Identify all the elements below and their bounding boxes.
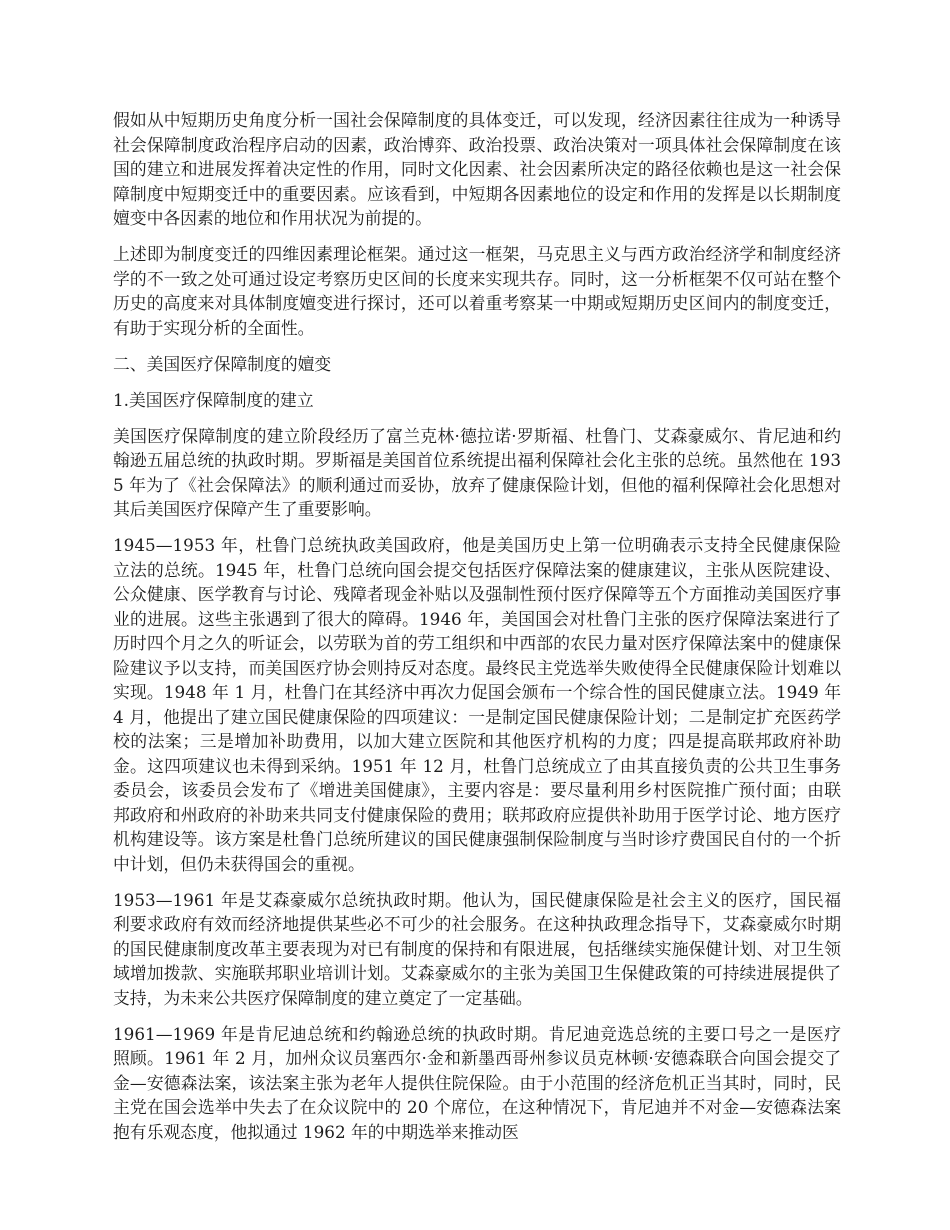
paragraph-kennedy-johnson-era: 1961—1969 年是肯尼迪总统和约翰逊总统的执政时期。肯尼迪竞选总统的主要口号之一是医疗照顾。1961 年 2 月，加州众议员塞西尔·金和新墨西哥州参议员克林顿·安德森联合向国会提交了金—安德森法案，该法案主张为老年人提供住院保险。由于小范围的经济危机正当其时，同时，民主党在国会选举中失去了在众议院中的 20 个席位，在这种情况下，肯尼迪并不对金—安德森法案抱有乐观态度，他拟通过 1962 年的中期选举来推动医: [113, 1023, 841, 1142]
section-heading: 二、美国医疗保障制度的嬗变: [113, 353, 332, 374]
paragraph-medium-term-analysis: 假如从中短期历史角度分析一国社会保障制度的具体变迁，可以发现，经济因素往往成为一种诱导社会保障制度政治程序启动的因素，政治博弈、政治投票、政治决策对一项具体社会保障制度在该国的建立和进展发挥着决定性的作用，同时文化因素、社会因素所决定的路径依赖也是这一社会保障制度中短期变迁中的重要因素。应该看到，中短期各因素地位的设定和作用的发挥是以长期制度嬗变中各因素的地位和作用状况为前提的。: [113, 110, 841, 228]
paragraph-truman-era: 1945—1953 年，杜鲁门总统执政美国政府，他是美国历史上第一位明确表示支持全民健康保险立法的总统。1945 年，杜鲁门总统向国会提交包括医疗保障法案的健康建议，主张从医院建设、公众健康、医学教育与讨论、残障者现金补贴以及强制性预付医疗保障等五个方面推动美国医疗事业的进展。这些主张遇到了很大的障碍。1946 年，美国国会对杜鲁门主张的医疗保障法案进行了历时四个月之久的听证会，以劳联为首的劳工组织和中西部的农民力量对医疗保障法案中的健康保险建议予以支持，而美国医疗协会则持反对态度。最终民主党选举失败使得全民健康保险计划难以实现。1948 年 1 月，杜鲁门在其经济中再次力促国会颁布一个综合性的国民健康立法。1949 年 4 月，他提出了建立国民健康保险的四项建议：一是制定国民健康保险计划；二是制定扩充医药学校的法案；三是增加补助费用，以加大建立医院和其他医疗机构的力度；四是提高联邦政府补助金。这四项建议也未得到采纳。1951 年 12 月，杜鲁门总统成立了由其直接负责的公共卫生事务委员会，该委员会发布了《增进美国健康》，主要内容是：要尽量利用乡村医院推广预付面；由联邦政府和州政府的补助来共同支付健康保险的费用；联邦政府应提供补助用于医学讨论、地方医疗机构建设等。该方案是杜鲁门总统所建议的国民健康强制保险制度与当时诊疗费国民自付的一个折中计划，但仍未获得国会的重视。: [113, 535, 841, 874]
subsection-heading: 1.美国医疗保障制度的建立: [113, 389, 314, 410]
paragraph-eisenhower-era: 1953—1961 年是艾森豪威尔总统执政时期。他认为，国民健康保险是社会主义的医疗，国民福利要求政府有效而经济地提供某些必不可少的社会服务。在这种执政理念指导下，艾森豪威尔时期的国民健康制度改革主要表现为对已有制度的保持和有限进展，包括继续实施保健计划、对卫生领域增加拨款、实施联邦职业培训计划。艾森豪威尔的主张为美国卫生保健政策的可持续进展提供了支持，为未来公共医疗保障制度的建立奠定了一定基础。: [113, 889, 841, 1008]
document-body: [113, 108, 841, 1156]
paragraph-establishment-overview: 美国医疗保障制度的建立阶段经历了富兰克林·德拉诺·罗斯福、杜鲁门、艾森豪威尔、肯尼迪和约翰逊五届总统的执政时期。罗斯福是美国首位系统提出福利保障社会化主张的总统。虽然他在 1935 年为了《社会保障法》的顺利通过而妥协，放弃了健康保险计划，但他的福利保障社会化思想对其后美国医疗保障产生了重要影响。: [113, 425, 841, 519]
paragraph-four-dimension-framework: 上述即为制度变迁的四维因素理论框架。通过这一框架，马克思主义与西方政治经济学和制度经济学的不一致之处可通过设定考察历史区间的长度来实现共存。同时，这一分析框架不仅可站在整个历史的高度来对具体制度嬗变进行探讨，还可以着重考察某一中期或短期历史区间内的制度变迁，有助于实现分析的全面性。: [113, 244, 841, 338]
